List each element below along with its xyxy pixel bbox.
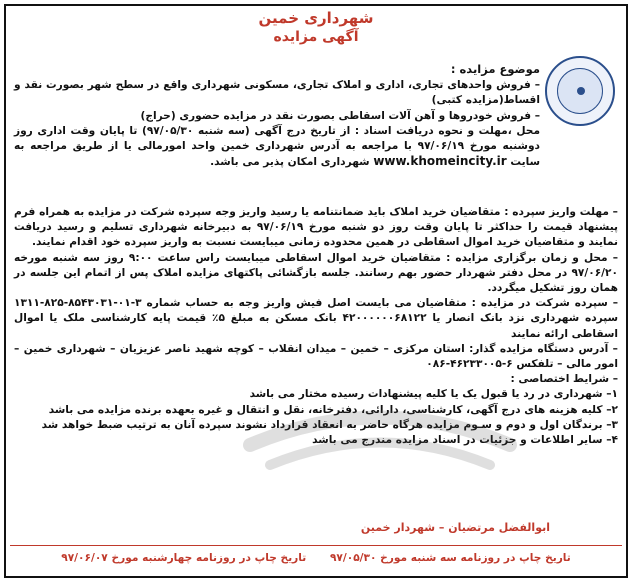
- ad-body-main: [14, 205, 618, 448]
- subject-item-1: – فروش واحدهای تجاری، اداری و املاک تجاری، مسکونی شهرداری واقع در سطح شهر بصورت نقد و اقساط(مزایده کتبی): [14, 79, 540, 107]
- first-print-date: تاریخ چاپ در روزنامه سه شنبه مورخ ۹۷/۰۵/۳۰: [329, 552, 571, 564]
- documents-text: از تاریخ درج آگهی (سه شنبه ۹۷/۰۵/۳۰) تا پایان وقت اداری روز دوشنبه مورخ ۹۷/۰۶/۱۹ با مراجعه به آدرس شهرداری خمین واحد امورمالی یا از طریق مراجعه به سایت: [14, 124, 540, 169]
- subject-title: موضوع مزایده :: [450, 62, 540, 76]
- address-paragraph: [14, 342, 618, 372]
- time-paragraph: [14, 251, 618, 297]
- municipality-seal-icon: [545, 56, 615, 126]
- term-1: ۱– شهرداری در رد یا قبول یک یا کلیه پیشنهادات رسیده مختار می باشد: [249, 388, 618, 401]
- ad-subtitle: آگهی مزایده: [273, 29, 359, 45]
- term-2: ۲– کلیه هزینه های درج آگهی، کارشناسی، دارائی، دفترخانه، نقل و انتقال و غیره بعهده برنده مزایده می باشد: [48, 403, 618, 416]
- deposit-text: متقاضیان می بایست اصل فیش واریز وجه به حساب شماره ۳-۰۱-۸۵۴۳۰۳۱-۸۲۵-۱۳۱۱ سپرده شهرداری نزد بانک انصار یا ۴۲۰۰۰۰۰۰۶۸۱۲۲ بانک مسکن به مبلغ ۵٪ قیمت پایه کارشناسی ملک یا اموال اسقاطی ارائه نمایند: [14, 297, 618, 340]
- ad-header: [0, 8, 632, 46]
- deadline-paragraph: [14, 205, 618, 251]
- seal-inner: [557, 68, 603, 114]
- term-4: ۴– سایر اطلاعات و جزئیات در اسناد مزایده مندرج می باشد: [312, 434, 618, 447]
- deadline-text: متقاضیان خرید املاک باید ضمانتنامه یا رسید واریز وجه سپرده شرکت در مزایده به همراه فرم پیشنهاد قیمت را حداکثر تا پایان وقت روز دو شنبه مورخ ۹۷/۰۶/۱۹ به دبیرخانه شهرداری تسلیم و رسید دریافت نمایند و متقاضیان خرید اموال اسقاطی در همین محدوده زمانی میبایست نسبت به واریز سپرده خود اقدام نمایند.: [14, 206, 619, 249]
- print-dates-footer: [10, 545, 622, 564]
- time-label: – محل و زمان برگزاری مزایده :: [446, 251, 618, 264]
- documents-paragraph: [14, 124, 540, 171]
- documents-label: محل ،مهلت و نحوه دریافت اسناد :: [354, 124, 540, 137]
- deadline-label: – مهلت واریز سپرده :: [504, 206, 618, 218]
- deposit-label: – سپرده شرکت در مزایده :: [471, 297, 618, 310]
- ad-body-top: [14, 62, 540, 170]
- municipality-title: شهرداری خمین: [258, 9, 374, 27]
- address-label: – آدرس دستگاه مزایده گذار:: [469, 342, 618, 355]
- subject-item-2: – فروش خودروها و آهن آلات اسقاطی بصورت نقد در مزایده حضوری (حراج): [140, 109, 540, 122]
- website-link[interactable]: www.khomeincity.ir: [373, 154, 507, 169]
- terms-title: – شرایط اختصاصی :: [510, 373, 618, 386]
- seal-mark: [577, 87, 585, 95]
- deposit-paragraph: [14, 296, 618, 342]
- term-3: ۳– برندگان اول و دوم و سـوم مزایده هرگاه حاضر به انعقاد قرارداد نشوند سپرده آنان به ترتیب ضبط خواهد شد: [41, 418, 618, 431]
- mayor-signature: ابوالفضل مرتضیان – شهردار خمین: [360, 521, 550, 534]
- second-print-date: تاریخ چاپ در روزنامه چهارشنبه مورخ ۹۷/۰۶/۰۷: [61, 552, 307, 564]
- time-text: متقاضیان خرید اموال اسقاطی میبایست راس ساعت ۹:۰۰ روز سه شنبه مورخه ۹۷/۰۶/۲۰ در محل دفتر شهردار حضور بهم رسانند. جلسه بازگشائی پاکتهای مزایده املاک پس از اتمام این جلسه در همان روز تشکیل میگردد.: [14, 251, 618, 295]
- address-text: استان مرکزی – خمین – میدان انقلاب – کوچه شهید ناصر عزیزیان – شهرداری خمین – امور مالی – تلفکس ۶-۴۶۲۳۳۰۰۵-۰۸۶: [14, 342, 618, 371]
- documents-text-2: شهرداری امکان پذیر می باشد.: [210, 156, 370, 169]
